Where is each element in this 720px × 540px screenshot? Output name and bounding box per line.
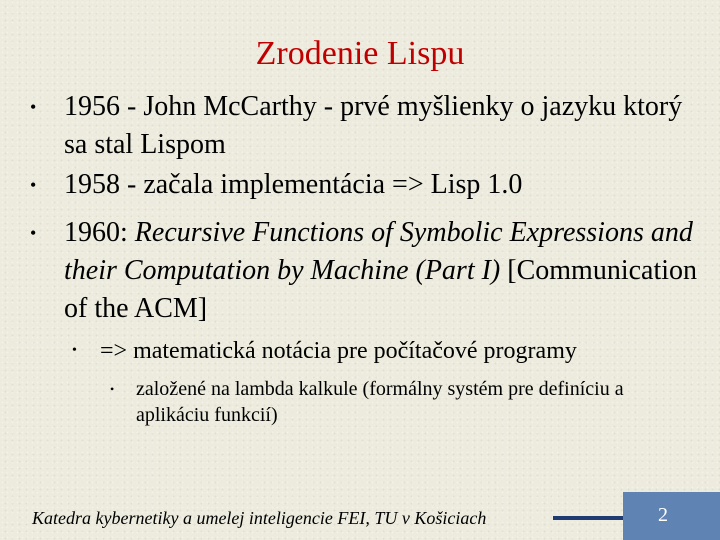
- bullet-item-1960: [30, 214, 704, 328]
- paper-title: Recursive Functions of Symbolic Expressions and their Computation by Machine (Part I): [64, 217, 693, 286]
- sub-sub-bullet-text: založené na lambda kalkule (formálny systém pre definíciu a aplikáciu funkcií): [136, 378, 624, 426]
- footer-department: Katedra kybernetiky a umelej inteligencie FEI, TU v Košiciach: [32, 508, 487, 528]
- bullet-marker: •: [30, 97, 37, 117]
- bullet-text: 1958 - začala implementácia => Lisp 1.0: [64, 169, 523, 200]
- sub-bullet-notation: [72, 336, 700, 366]
- footer-divider: [553, 516, 623, 520]
- slide-title: Zrodenie Lispu: [255, 35, 465, 72]
- page-number: 2: [658, 504, 668, 526]
- bullet-marker: •: [30, 223, 37, 243]
- bullet-marker: •: [30, 175, 37, 195]
- journal-name: [Communication of the ACM]: [64, 255, 698, 324]
- sub-sub-bullet-lambda: [110, 376, 676, 428]
- page-number-box: [623, 492, 720, 540]
- bullet-item-1958: [30, 166, 704, 204]
- sub-bullet-text: => matematická notácia pre počítačové programy: [100, 338, 577, 364]
- bullet-text: 1956 - John McCarthy - prvé myšlienky o jazyku ktorý sa stal Lispom: [64, 91, 683, 160]
- bullet-prefix: 1960:: [64, 217, 135, 248]
- bullet-item-1956: [30, 88, 704, 164]
- bullet-marker: •: [72, 343, 77, 358]
- bullet-marker: •: [110, 382, 115, 396]
